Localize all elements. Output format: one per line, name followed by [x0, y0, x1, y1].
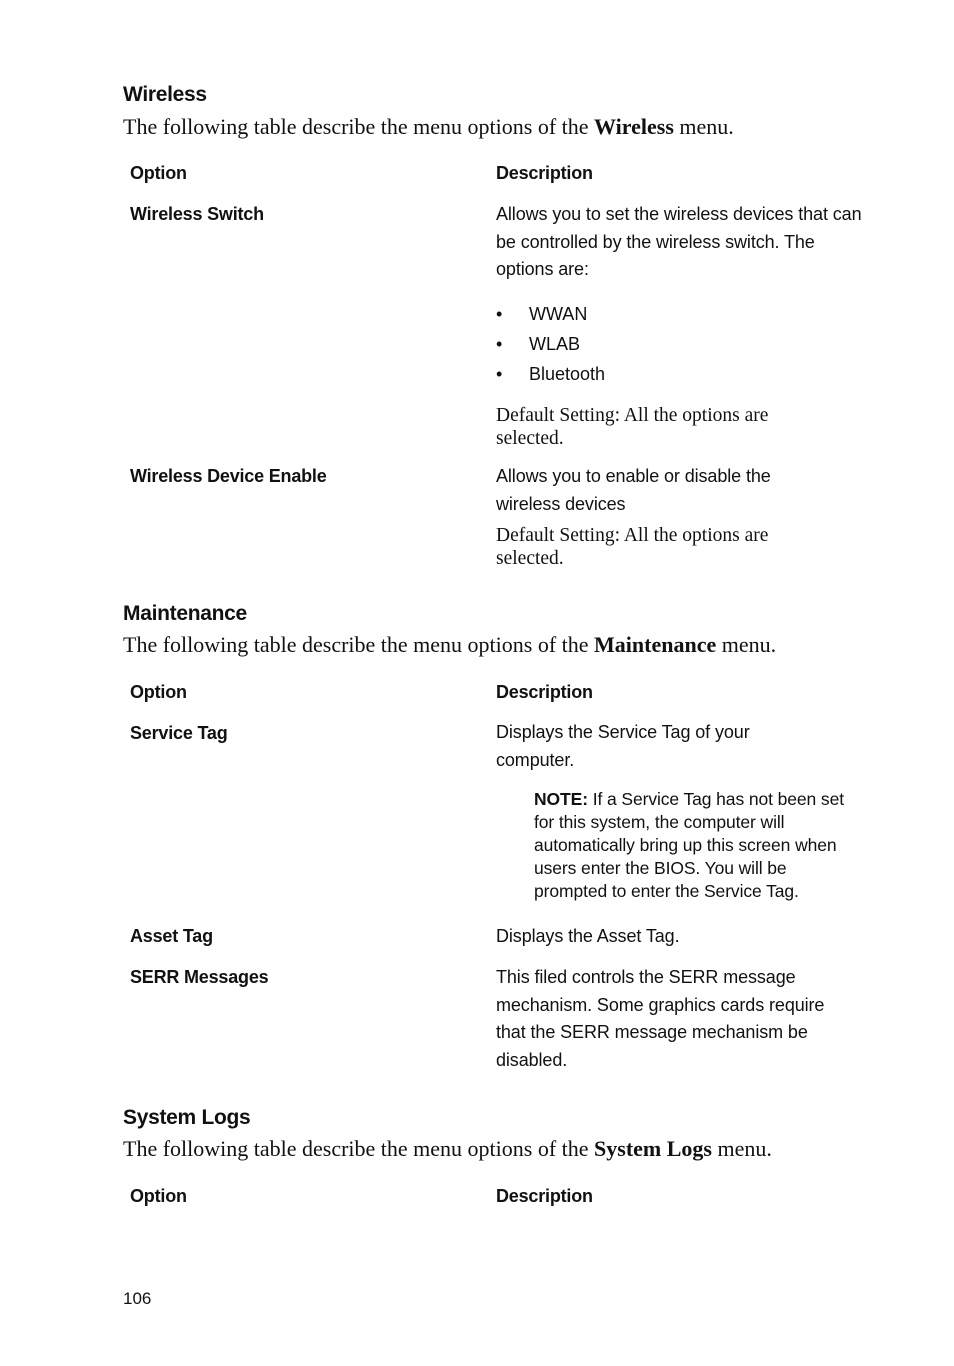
intro-text-end: menu. — [673, 114, 734, 139]
intro-menu-name: Wireless — [594, 114, 674, 139]
option-wireless-switch: Wireless Switch — [130, 204, 264, 224]
section-heading-maintenance: Maintenance — [123, 602, 247, 625]
intro-menu-name: System Logs — [594, 1136, 712, 1161]
note-service-tag — [534, 788, 864, 903]
section-heading-system-logs: System Logs — [123, 1106, 251, 1129]
options-list-wireless-switch — [496, 299, 605, 389]
intro-text: The following table describe the menu options of the — [123, 632, 595, 657]
section-intro-wireless — [123, 114, 734, 140]
description-wireless-device-enable: Allows you to enable or disable the wireless devices — [496, 466, 771, 514]
column-header-option: Option — [130, 1186, 187, 1206]
description-asset-tag: Displays the Asset Tag. — [496, 926, 680, 946]
section-heading-wireless: Wireless — [123, 83, 207, 106]
section-intro-maintenance — [123, 632, 776, 658]
description-wireless-switch: Allows you to set the wireless devices that can be controlled by the wireless switch. The options are: — [496, 204, 862, 279]
option-wireless-device-enable: Wireless Device Enable — [130, 466, 327, 486]
intro-text: The following table describe the menu options of the — [123, 114, 595, 139]
note-text: If a Service Tag has not been set for this system, the computer will automatically bring up this screen when users enter the BIOS. You will be prompted to enter the Service Tag. — [534, 789, 844, 901]
column-header-description: Description — [496, 682, 593, 702]
option-serr-messages: SERR Messages — [130, 967, 269, 987]
column-header-option: Option — [130, 682, 187, 702]
intro-text-end: menu. — [712, 1136, 772, 1161]
description-serr-messages: This filed controls the SERR message mechanism. Some graphics cards require that the SERR message mechanism be disabled. — [496, 967, 825, 1070]
default-setting-wireless-switch: Default Setting: All the options are selected. — [496, 405, 769, 449]
default-setting-wireless-device-enable: Default Setting: All the options are selected. — [496, 525, 769, 569]
intro-text-end: menu. — [716, 632, 777, 657]
description-service-tag: Displays the Service Tag of your computer. — [496, 722, 750, 770]
column-header-description: Description — [496, 1186, 593, 1206]
list-item: • Bluetooth — [496, 359, 605, 389]
note-label: NOTE: — [534, 789, 588, 809]
option-asset-tag: Asset Tag — [130, 926, 213, 946]
option-service-tag: Service Tag — [130, 723, 228, 743]
page-number: 106 — [123, 1289, 152, 1308]
list-item: • WWAN — [496, 299, 605, 329]
column-header-option: Option — [130, 163, 187, 183]
intro-menu-name: Maintenance — [594, 632, 717, 657]
column-header-description: Description — [496, 163, 593, 183]
list-item: • WLAB — [496, 329, 605, 359]
section-intro-system-logs — [123, 1136, 772, 1162]
intro-text: The following table describe the menu options of the — [123, 1136, 595, 1161]
